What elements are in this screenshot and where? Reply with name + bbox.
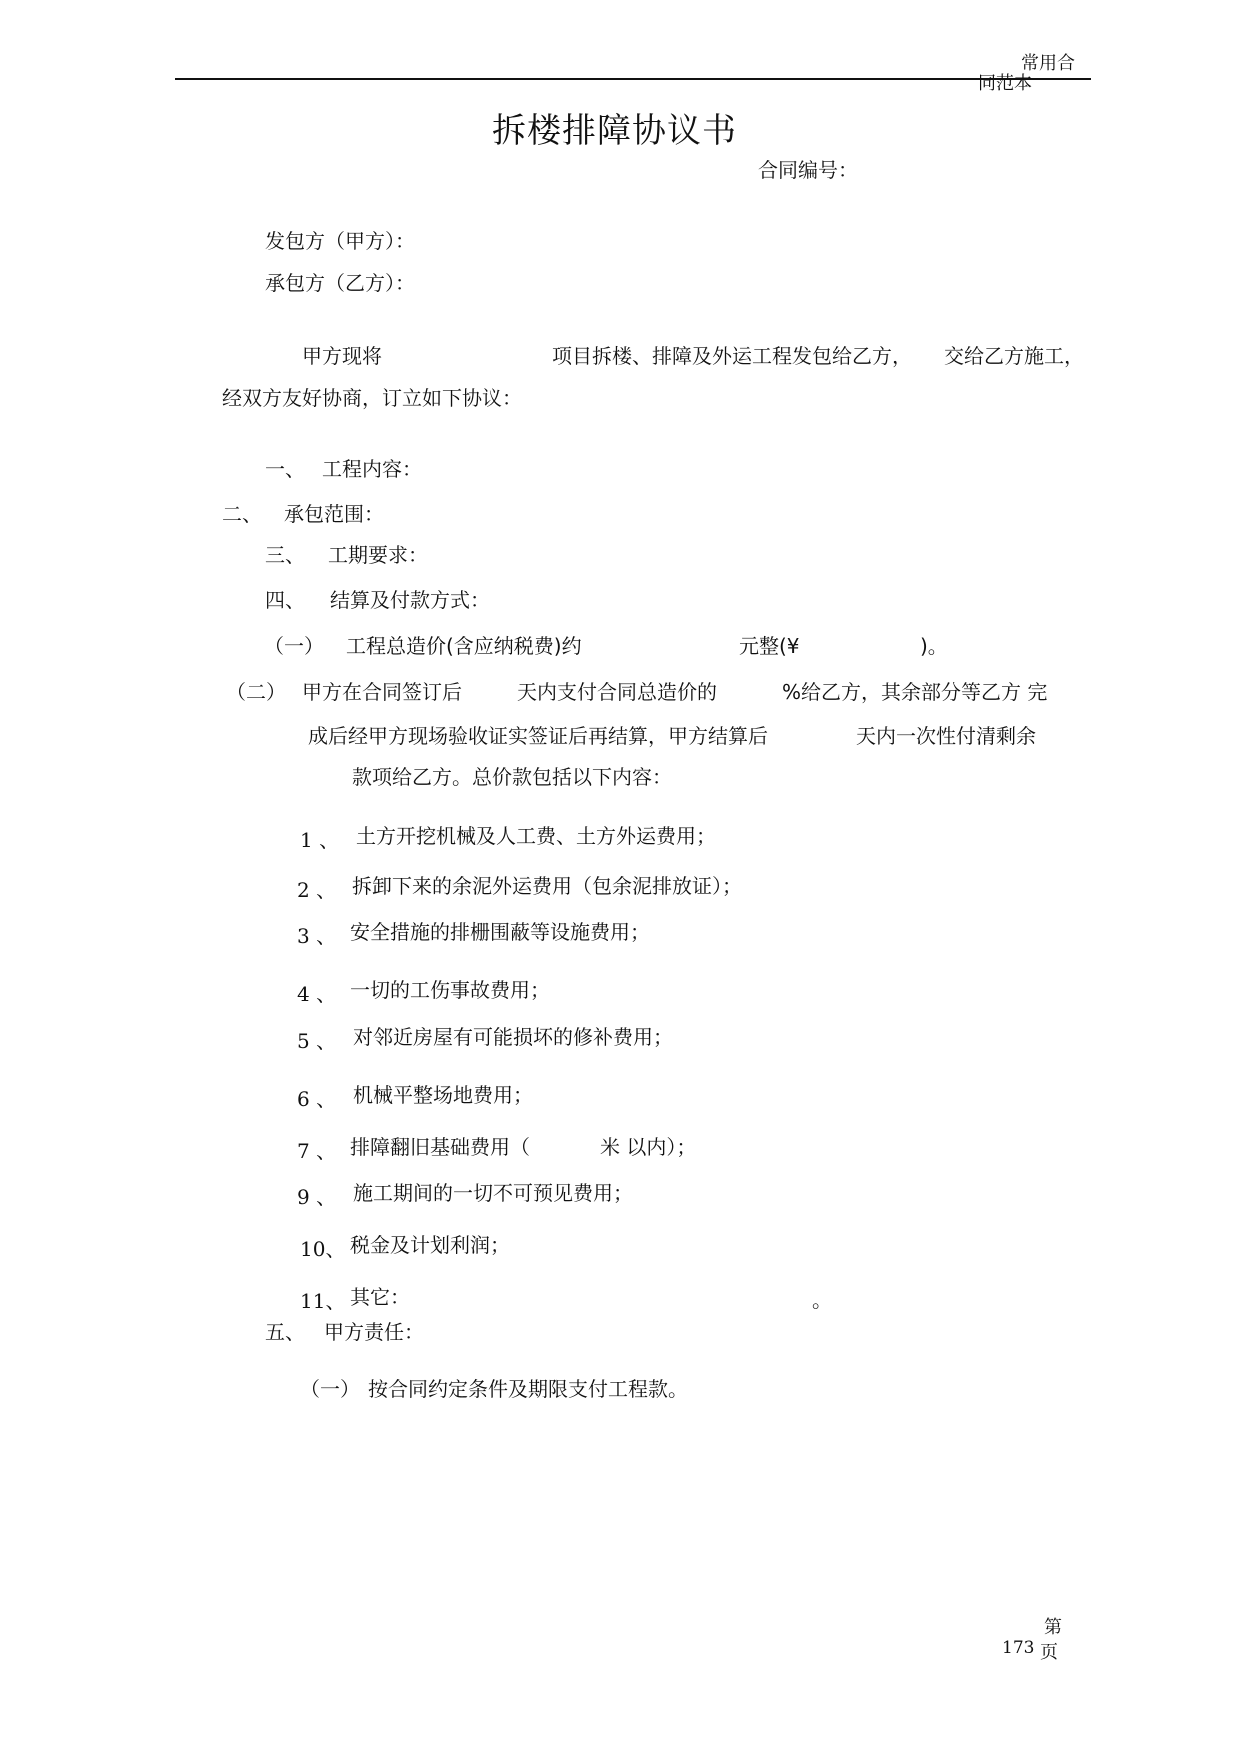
duty-a-1-number: （一） [300,1377,360,1401]
section-3-number: 三、 [265,543,305,567]
page-number: 173 [1002,1638,1035,1658]
item-10-number: 10、 [300,1237,346,1261]
section-5-number: 五、 [265,1320,305,1344]
payment-1-text-b: 元整(¥ [739,634,800,658]
payment-2-number: （二） [226,680,286,704]
item-1-number: 1 、 [300,828,340,852]
payment-2-text-a: 甲方在合同签订后 [302,680,462,704]
payment-1-number: （一） [264,634,324,658]
intro-part2: 项目拆楼、排障及外运工程发包给乙方， [552,344,912,368]
item-6-number: 6 、 [297,1087,337,1111]
header-tag-line1: 常用合 [1021,53,1075,74]
section-4-number: 四、 [265,588,305,612]
party-b-label: 承包方（乙方）： [265,271,415,295]
section-2-number: 二、 [222,502,262,526]
item-3-number: 3 、 [297,924,337,948]
item-2-number: 2 、 [297,878,337,902]
contract-number-label: 合同编号： [758,158,858,182]
item-11-period: 。 [812,1288,832,1312]
item-1-text: 土方开挖机械及人工费、土方外运费用； [356,824,716,848]
item-11-text: 其它： [350,1285,410,1309]
duty-a-1-text: 按合同约定条件及期限支付工程款。 [368,1377,688,1401]
page-footer-ye: 页 [1040,1642,1058,1663]
item-4-text: 一切的工伤事故费用； [350,978,550,1002]
item-7-text: 排障翻旧基础费用（ [350,1135,530,1159]
header-rule [175,78,1091,80]
payment-2-line2-b: 天内一次性付清剩余 [856,724,1036,748]
section-3-title: 工期要求： [328,543,428,567]
item-6-text: 机械平整场地费用； [353,1083,533,1107]
payment-2-text-b: 天内支付合同总造价的 [517,680,717,704]
section-2-title: 承包范围： [284,502,384,526]
section-5-title: 甲方责任： [324,1320,424,1344]
item-7-text-tail: 米 以内）； [600,1135,697,1159]
payment-1-text-c: )。 [920,634,948,658]
item-9-number: 9 、 [297,1185,337,1209]
document-title: 拆楼排障协议书 [492,111,737,151]
item-11-number: 11、 [300,1289,346,1313]
item-7-number: 7 、 [297,1139,337,1163]
intro-part3: 交给乙方施工， [944,344,1084,368]
item-10-text: 税金及计划利润； [350,1233,510,1257]
payment-2-line3: 款项给乙方。总价款包括以下内容： [352,765,672,789]
payment-1-text-a: 工程总造价(含应纳税费)约 [346,634,582,658]
item-2-text: 拆卸下来的余泥外运费用（包余泥排放证）； [352,874,742,898]
payment-2-text-c: %给乙方，其余部分等乙方 完 [782,680,1048,704]
section-1-title: 工程内容： [322,457,422,481]
section-4-title: 结算及付款方式： [330,588,490,612]
item-4-number: 4 、 [297,982,337,1006]
party-a-label: 发包方（甲方）： [265,229,415,253]
item-5-text: 对邻近房屋有可能损坏的修补费用； [353,1025,673,1049]
section-1-number: 一、 [265,457,305,481]
item-3-text: 安全措施的排栅围蔽等设施费用； [350,920,650,944]
header-tag-line2: 同范本 [978,73,1032,94]
page-footer-di: 第 [1044,1617,1062,1638]
item-5-number: 5 、 [297,1029,337,1053]
intro-line2: 经双方友好协商，订立如下协议： [222,386,522,410]
intro-part1: 甲方现将 [302,344,382,368]
item-9-text: 施工期间的一切不可预见费用； [353,1181,633,1205]
payment-2-line2-a: 成后经甲方现场验收证实签证后再结算，甲方结算后 [308,724,768,748]
